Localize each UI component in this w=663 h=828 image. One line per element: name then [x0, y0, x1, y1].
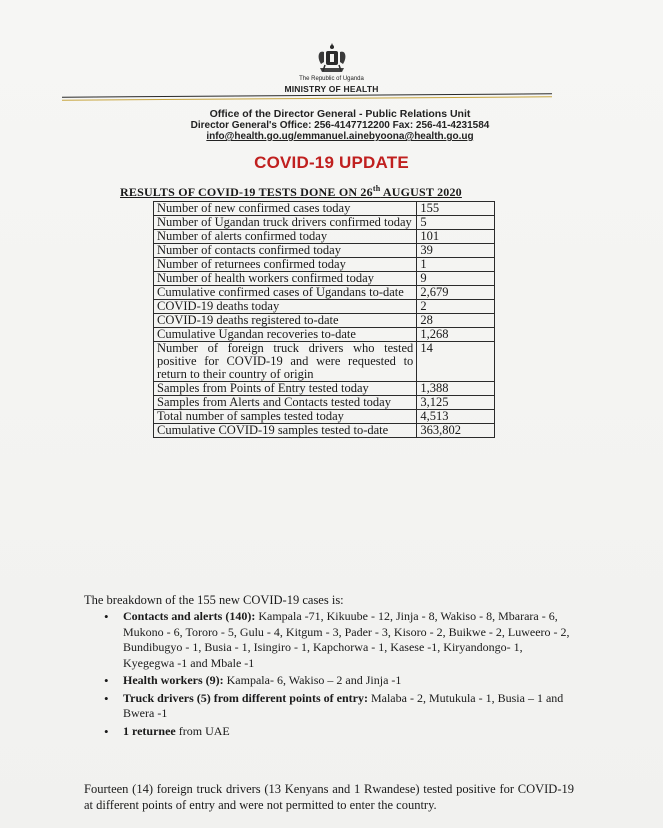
results-heading-sup: th [372, 184, 381, 193]
item-heading: Truck drivers (5) from different points of entry: [123, 690, 368, 705]
results-heading-suffix: AUGUST 2020 [380, 185, 462, 199]
table-row [154, 410, 495, 424]
row-label: Number of health workers confirmed today [154, 272, 417, 286]
table-row [154, 300, 495, 314]
table-row [154, 328, 495, 342]
row-label: Samples from Alerts and Contacts tested today [154, 396, 417, 410]
row-label: Samples from Points of Entry tested today [154, 382, 417, 396]
table-row [154, 314, 495, 328]
row-label: Number of contacts confirmed today [154, 244, 417, 258]
row-value: 39 [417, 244, 495, 258]
row-value: 2 [417, 300, 495, 314]
uganda-coat-of-arms-icon [312, 42, 352, 76]
page-title: COVID-19 UPDATE [254, 153, 409, 172]
table-row [154, 424, 495, 438]
item-heading: Contacts and alerts (140): [123, 609, 256, 623]
item-text: Kampala- 6, Wakiso – 2 and Jinja -1 [223, 673, 402, 687]
row-value: 1,268 [417, 328, 495, 342]
row-value: 1,388 [417, 382, 495, 396]
row-label: Cumulative Ugandan recoveries to-date [154, 328, 417, 342]
contact-emails: info@health.go.ug/emmanuel.ainebyoona@health.go.ug [206, 131, 474, 142]
table-row [154, 382, 495, 396]
table-row [154, 396, 495, 410]
row-value: 5 [417, 216, 495, 230]
item-text: from UAE [175, 723, 230, 738]
row-label: Number of returnees confirmed today [154, 258, 417, 272]
item-text: Kampala -71, Kikuube - 12, Jinja - 8, Wakiso - 8, Mbarara - 6, Mukono - 6, Tororo - 5, Gulu - 4, Kitgum - 3, Pader - 3, Kisoro - 2, Buikwe - 2, Luweero - 2, Bundibugyo - 1, Busia - 1, Isingiro - 1, Kapchorwa - 1, Kasese -1, Kiryandongo- 1, Kyegegwa -1 and Mbale -1 [123, 609, 570, 670]
list-item [104, 609, 574, 671]
row-value: 101 [417, 230, 495, 244]
results-table [153, 201, 495, 438]
row-value: 363,802 [417, 424, 495, 438]
row-value: 1 [417, 258, 495, 272]
row-label: Cumulative confirmed cases of Ugandans to-date [154, 286, 417, 300]
breakdown-list [104, 609, 574, 741]
republic-text: The Republic of Uganda [299, 76, 364, 82]
closing-paragraph: Fourteen (14) foreign truck drivers (13 Kenyans and 1 Rwandese) tested positive for COVID-19 at different points of entry and were not permitted to enter the country. [84, 782, 574, 812]
breakdown-title: The breakdown of the 155 new COVID-19 cases is: [84, 593, 344, 607]
office-line-1: Office of the Director General - Public Relations Unit [209, 108, 471, 120]
list-item [104, 724, 574, 740]
table-row [154, 202, 495, 216]
results-heading-prefix: RESULTS OF COVID-19 TESTS DONE ON 26 [120, 185, 373, 199]
ministry-name: MINISTRY OF HEALTH [284, 84, 379, 94]
table-row [154, 342, 495, 382]
row-label: COVID-19 deaths registered to-date [154, 314, 417, 328]
row-value: 14 [417, 342, 495, 382]
results-heading [120, 184, 540, 200]
item-heading: Health workers (9): [123, 673, 224, 687]
table-row [154, 230, 495, 244]
row-value: 155 [417, 202, 495, 216]
table-row [154, 216, 495, 230]
row-value: 3,125 [417, 396, 495, 410]
row-label: Number of alerts confirmed today [154, 230, 417, 244]
row-label: Total number of samples tested today [154, 410, 417, 424]
row-label: Number of new confirmed cases today [154, 202, 417, 216]
table-row [154, 244, 495, 258]
row-value: 28 [417, 314, 495, 328]
row-value: 4,513 [417, 410, 495, 424]
list-item [104, 673, 574, 689]
row-value: 2,679 [417, 286, 495, 300]
row-label: COVID-19 deaths today [154, 300, 417, 314]
item-text: Malaba - 2, Mutukula - 1, Busia – 1 and Bwera -1 [123, 690, 564, 720]
row-label: Cumulative COVID-19 samples tested to-date [154, 424, 417, 438]
row-label: Number of Ugandan truck drivers confirmed today [154, 216, 417, 230]
table-row [154, 286, 495, 300]
table-row [154, 272, 495, 286]
row-label: Number of foreign truck drivers who tested positive for COVID-19 and were requested to return to their country of origin [154, 342, 417, 382]
list-item [104, 691, 574, 722]
table-row [154, 258, 495, 272]
item-heading: 1 returnee [123, 723, 176, 738]
office-line-2: Director General's Office: 256-4147712200 Fax: 256-41-4231584 [190, 120, 490, 131]
row-value: 9 [417, 272, 495, 286]
